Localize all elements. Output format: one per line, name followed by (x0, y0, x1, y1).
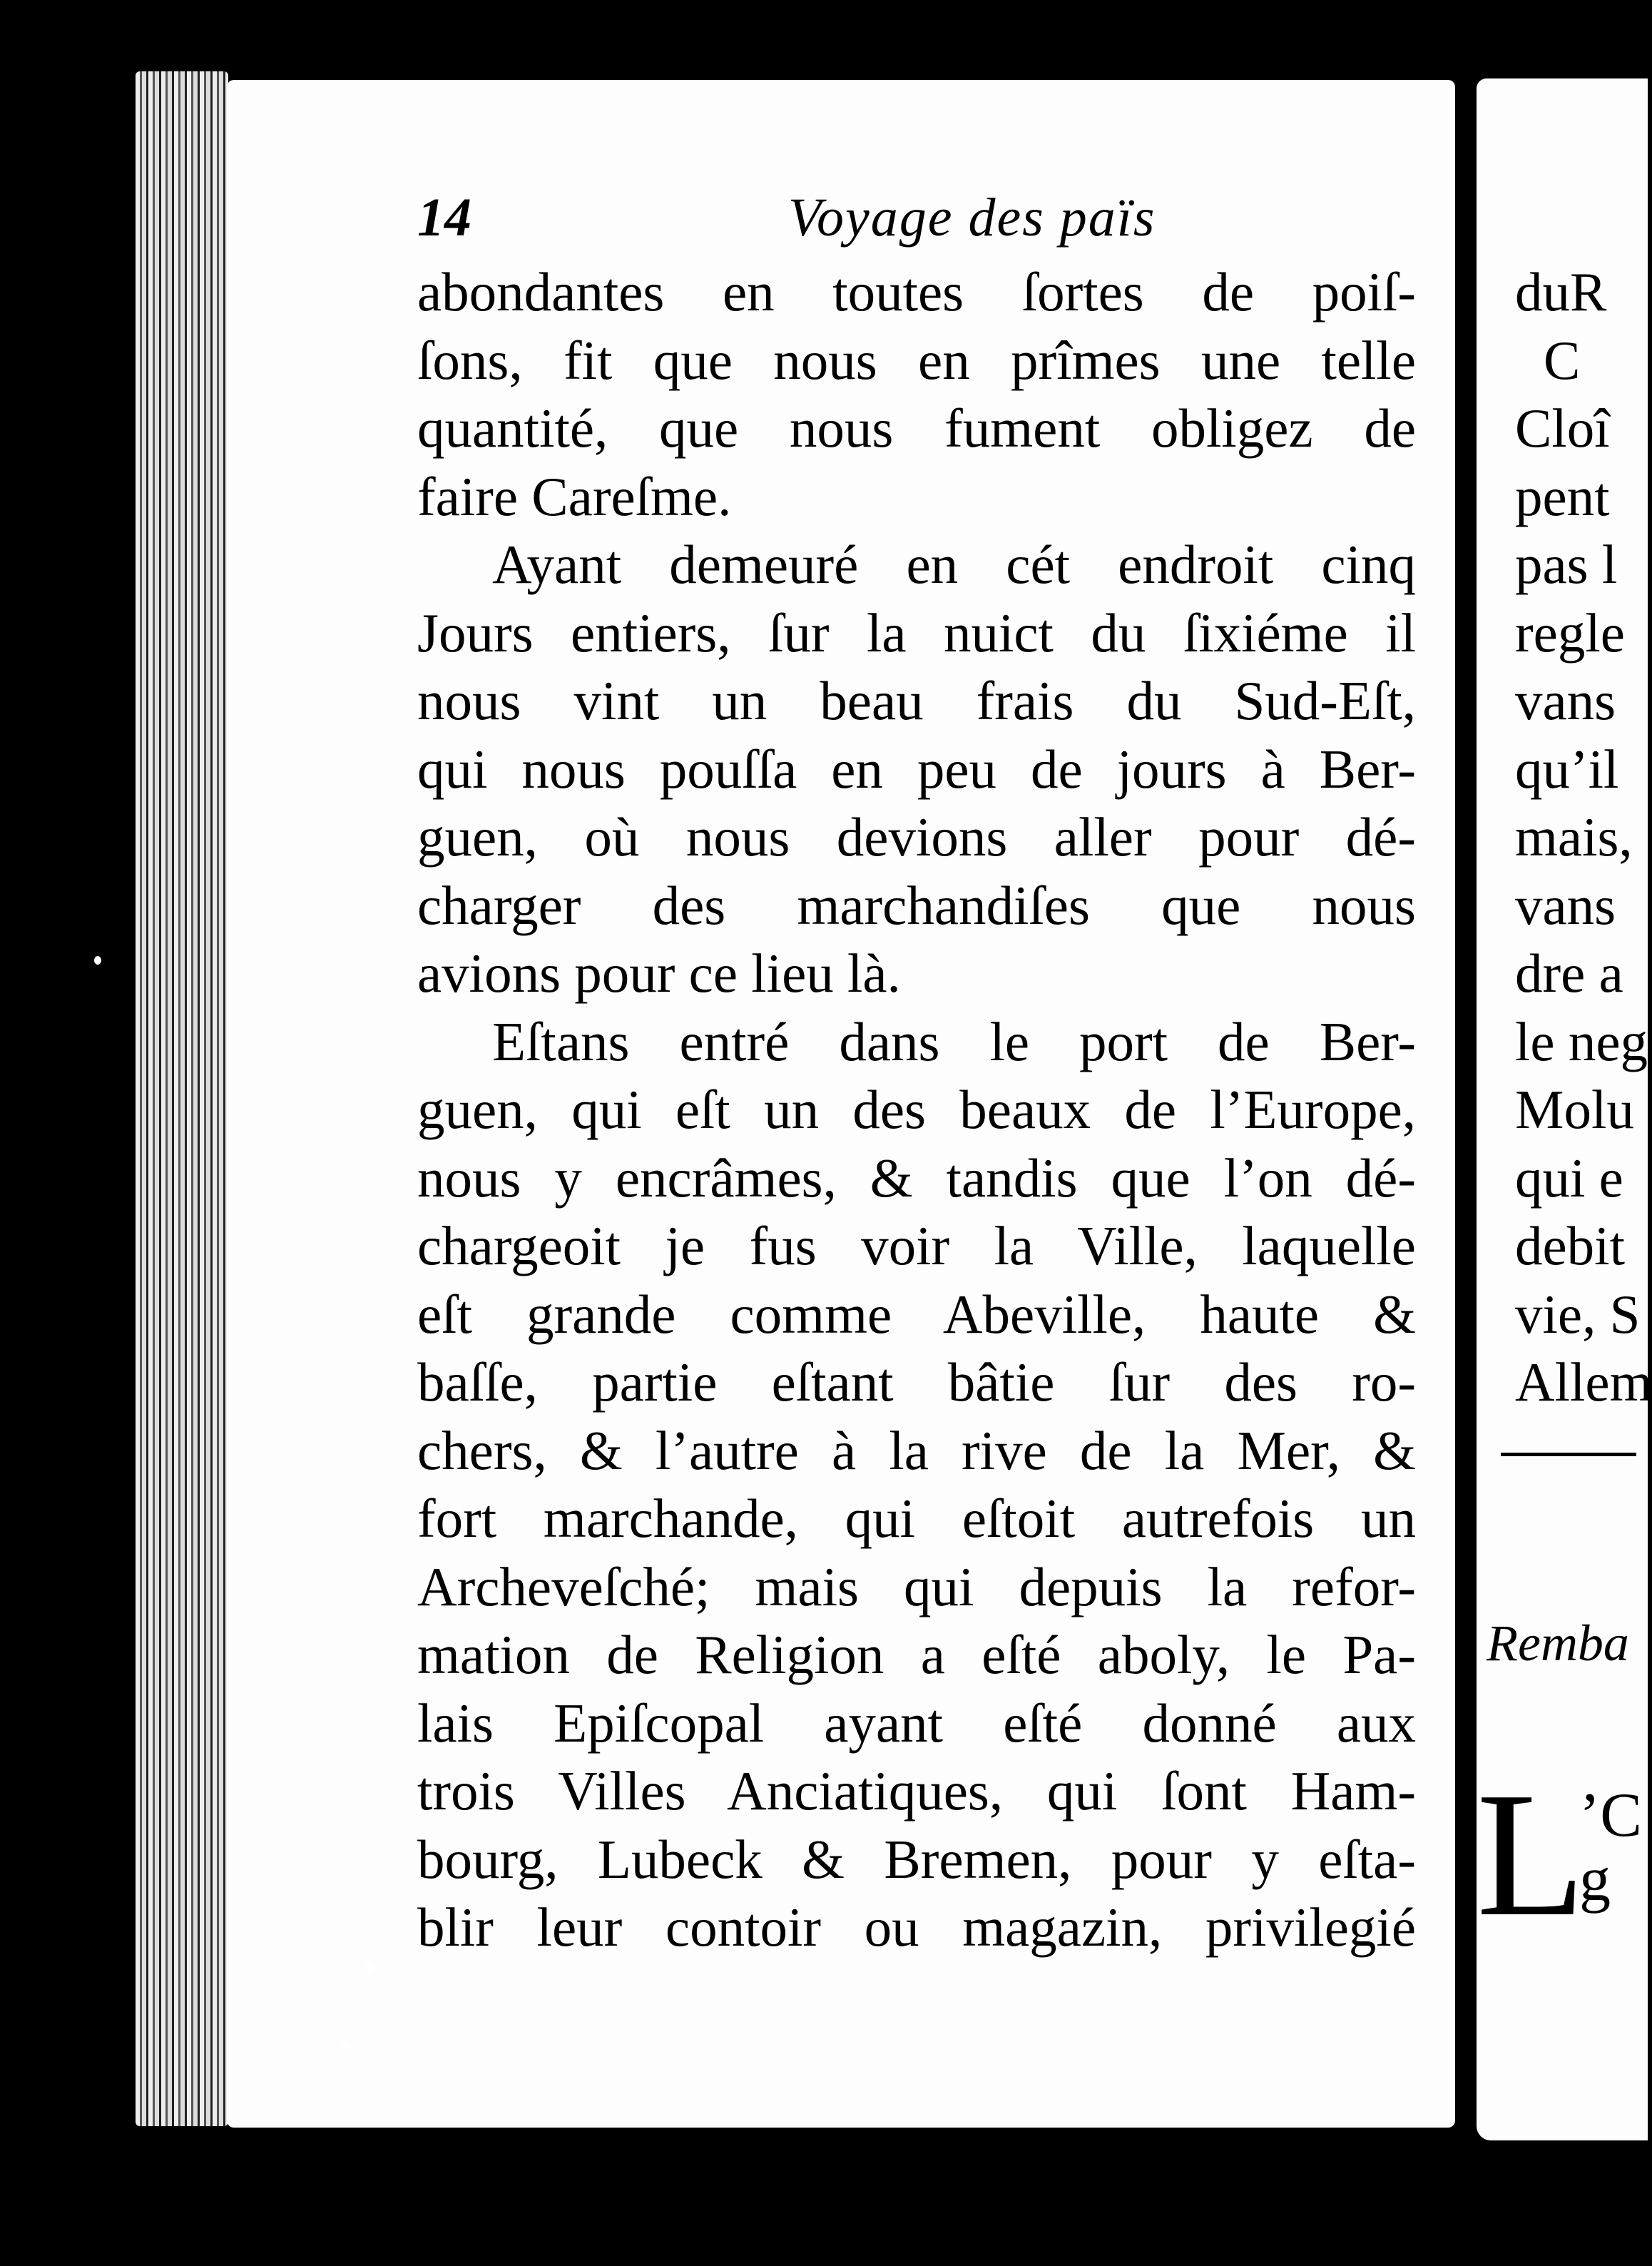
book-gutter (1455, 86, 1477, 2126)
text-line: bourg, Lubeck & Bremen, pour y eſta- (417, 1828, 1416, 1890)
text-line: baſſe, partie eſtant bâtie ſur des ro- (417, 1351, 1416, 1413)
text-line: quantité, que nous fument obligez de (417, 397, 1416, 459)
text-line: Archeveſché; mais qui depuis la refor- (417, 1555, 1416, 1617)
right-text-line: pent (1515, 465, 1610, 527)
text-line: Jours entiers, ſur la nuict du ſixiéme il (417, 601, 1416, 664)
right-text-line: pas l (1515, 534, 1618, 595)
text-line: Eſtans entré dans le port de Ber- (492, 1010, 1416, 1072)
right-text-line: vans (1515, 670, 1616, 731)
scan-speck (365, 1963, 374, 1972)
page-number: 14 (417, 188, 471, 248)
text-line: fort marchande, qui eſtoit autrefois un (417, 1488, 1416, 1549)
right-text-line: debit (1515, 1215, 1625, 1276)
dropcap-continuation (1579, 1781, 1642, 1914)
text-line: nous y encrâmes, & tandis que l’on dé- (417, 1147, 1416, 1209)
text-line: avions pour ce lieu là. (417, 943, 901, 1004)
right-text-line: regle (1515, 601, 1625, 664)
text-line: qui nous pouſſa en peu de jours à Ber- (417, 738, 1416, 800)
dropcap-rest-line: g (1579, 1845, 1611, 1914)
body-text (417, 258, 1416, 1962)
text-line: nous vint un beau frais du Sud-Eſt, (417, 670, 1416, 731)
text-line: chers, & l’autre à la rive de la Mer, & (417, 1419, 1416, 1481)
dropcap-letter: L (1477, 1756, 1586, 1953)
dropcap-rest-line: ’C (1579, 1781, 1642, 1850)
text-line: ſons, fit que nous en prîmes une telle (417, 329, 1416, 391)
right-text-line: Cloî (1515, 397, 1610, 459)
right-text-line: le neg (1515, 1010, 1648, 1072)
page-edges (136, 71, 228, 2126)
text-line: lais Epiſcopal ayant eſté donné aux (417, 1692, 1416, 1754)
scan-speck (342, 2042, 350, 2049)
text-line: guen, où nous devions aller pour dé- (417, 806, 1416, 868)
right-text-line: C (1544, 329, 1581, 391)
scan-speck (94, 956, 101, 965)
text-line: blir leur contoir ou magazin, privilegié (417, 1896, 1416, 1958)
text-line: abondantes en toutes ſortes de poiſ- (417, 261, 1416, 322)
text-line: chargeoit je fus voir la Ville, laquelle (417, 1215, 1416, 1276)
running-head (417, 187, 1202, 258)
right-text-line: Allem (1515, 1351, 1652, 1413)
right-page-rule (1501, 1453, 1636, 1456)
right-page-heading: Remba (1487, 1615, 1629, 1672)
right-text-line: qui e (1515, 1147, 1623, 1209)
running-title: Voyage des païs (788, 188, 1156, 248)
text-line: eſt grande comme Abeville, haute & (417, 1283, 1416, 1345)
right-text-line: mais, (1515, 806, 1633, 868)
text-line: guen, qui eſt un des beaux de l’Europe, (417, 1079, 1416, 1140)
text-line: mation de Religion a eſté aboly, le Pa- (417, 1624, 1416, 1685)
text-line: trois Villes Anciatiques, qui ſont Ham- (417, 1760, 1416, 1822)
right-page-text (1515, 258, 1651, 1417)
right-text-line: Molu (1515, 1079, 1634, 1140)
text-line: charger des marchandiſes que nous (417, 874, 1416, 936)
right-text-line: duR (1515, 261, 1607, 322)
right-text-line: vans (1515, 874, 1616, 936)
right-text-line: dre a (1515, 943, 1623, 1004)
right-text-line: qu’il (1515, 738, 1619, 800)
text-line: Ayant demeuré en cét endroit cinq (492, 534, 1416, 595)
text-line: faire Careſme. (417, 465, 732, 527)
right-text-line: vie, S (1515, 1283, 1641, 1345)
